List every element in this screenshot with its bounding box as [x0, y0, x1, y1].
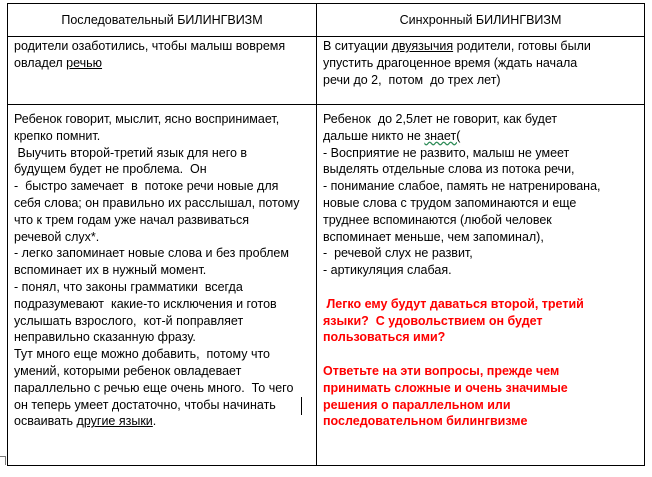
- text-line: подразумевают какие-то исключения и готов: [14, 296, 277, 311]
- text-line: - речевой слух не развит,: [323, 246, 473, 261]
- question-line: языки? С удовольствием он будет: [323, 313, 543, 328]
- text-line: Ребенок говорит, мыслит, ясно воспринимает,: [14, 112, 280, 126]
- text-line: крепко помнит.: [14, 128, 101, 143]
- text-line: - быстро замечает в потоке речи новые для: [14, 179, 279, 194]
- text-line: речевой слух*.: [14, 229, 100, 244]
- text-line: речи до 2, потом до трех лет): [323, 72, 501, 87]
- cell-sequential-intro[interactable]: [8, 37, 317, 105]
- call-to-action-line: принимать сложные и очень значимые: [323, 380, 568, 395]
- text-line: - Восприятие не развито, малыш не умеет: [323, 145, 570, 160]
- text-line: Ребенок до 2,5лет не говорит, как будет: [323, 112, 558, 126]
- text-fragment: родители, готовы были: [453, 39, 591, 53]
- text-fragment: В ситуации: [323, 39, 392, 53]
- text-fragment: осваивать: [14, 414, 77, 429]
- text-line: родители озаботились, чтобы малыш вовремя: [14, 39, 286, 53]
- underlined-word: речью: [66, 55, 103, 70]
- table-row: [8, 105, 645, 466]
- call-to-action-line: решения о параллельном или: [323, 397, 511, 412]
- text-line: [14, 55, 310, 72]
- text-line: будущем будет не проблема. Он: [14, 162, 207, 177]
- text-line: он теперь умеет достаточно, чтобы начинать: [14, 397, 276, 412]
- text-line: новые слова с трудом запоминаются и еще: [323, 195, 577, 210]
- underlined-word: другие языки: [76, 414, 153, 429]
- grammar-marked-word: знает(: [424, 128, 461, 143]
- table-row: [8, 37, 645, 105]
- cell-synchronous-details[interactable]: [317, 105, 645, 466]
- text-line: вспоминает меньше, чем запоминал),: [323, 229, 544, 244]
- text-line: [14, 413, 310, 430]
- text-fragment: .: [152, 414, 157, 429]
- text-line: что к трем годам уже начал развиваться: [14, 212, 249, 227]
- cell-synchronous-intro[interactable]: [317, 37, 645, 105]
- text-line: Выучить второй-третий язык для него в: [14, 145, 248, 160]
- table-header-row: [8, 4, 645, 37]
- header-sequential[interactable]: Последовательный БИЛИНГВИЗМ: [8, 4, 317, 37]
- question-line: пользоваться ими?: [323, 330, 446, 345]
- text-line: - артикуляция слабая.: [323, 263, 452, 278]
- text-line: [323, 38, 638, 55]
- text-line: труднее вспоминаются (любой человек: [323, 212, 552, 227]
- text-line: неправильно сказанную фразу.: [14, 330, 196, 345]
- text-line: услышать взрослого, кот-й поправляет: [14, 313, 244, 328]
- cell-sequential-details[interactable]: [8, 105, 317, 466]
- text-line: - понял, что законы грамматики всегда: [14, 279, 243, 294]
- question-line: Легко ему будут даваться второй, третий: [323, 296, 584, 311]
- underlined-word: двуязычия: [391, 39, 454, 53]
- call-to-action-line: последовательном билингвизме: [323, 414, 528, 429]
- text-line: выделять отдельные слова из потока речи,: [323, 162, 575, 177]
- text-line: [323, 128, 638, 145]
- text-line: себя слова; он правильно их расслышал, потому: [14, 195, 300, 210]
- text-line: Тут много еще можно добавить, потому что: [14, 347, 270, 362]
- text-fragment: овладел: [14, 55, 67, 70]
- text-line: упустить драгоценное время (ждать начала: [323, 55, 578, 70]
- header-synchronous[interactable]: Синхронный БИЛИНГВИЗМ: [317, 4, 645, 37]
- text-line: параллельно с речью еще очень много. То чего: [14, 380, 294, 395]
- table-anchor-icon: [0, 456, 6, 465]
- blank-line: [323, 346, 638, 363]
- text-line: - легко запоминает новые слова и без проблем: [14, 246, 289, 261]
- text-line: умений, которыми ребенок овладевает: [14, 363, 242, 378]
- call-to-action-line: Ответьте на эти вопросы, прежде чем: [323, 363, 560, 378]
- blank-line: [323, 279, 638, 296]
- text-line: - понимание слабое, память не натренирована,: [323, 179, 601, 194]
- text-cursor: [301, 397, 302, 415]
- text-line: вспоминает их в нужный момент.: [14, 263, 207, 278]
- comparison-table: [7, 3, 645, 466]
- text-fragment: дальше никто не: [323, 128, 425, 143]
